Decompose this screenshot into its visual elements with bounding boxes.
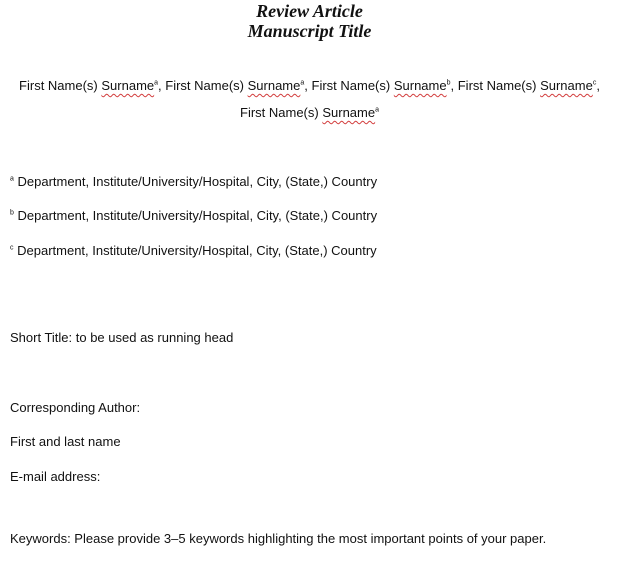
author-name: First Name(s) xyxy=(240,105,323,120)
article-type-heading: Review Article xyxy=(256,1,363,21)
author-surname: Surname xyxy=(101,78,155,93)
author-name: First Name(s) xyxy=(165,78,248,93)
affiliation-marker: c xyxy=(592,79,597,87)
corresponding-author-heading: Corresponding Author: xyxy=(10,400,141,415)
affiliation-c xyxy=(10,242,377,260)
author-name: First Name(s) xyxy=(19,78,102,93)
author-separator: , xyxy=(596,78,600,93)
affiliation-marker: a xyxy=(154,79,159,87)
author-list xyxy=(10,72,609,126)
author-separator: , xyxy=(304,78,312,93)
author-surname: Surname xyxy=(247,78,301,93)
affiliation-text: Department, Institute/University/Hospital, City, (State,) Country xyxy=(13,243,377,258)
author-separator: , xyxy=(158,78,166,93)
author-name: First Name(s) xyxy=(311,78,394,93)
short-title: Short Title: to be used as running head xyxy=(10,330,234,345)
affiliation-a xyxy=(10,173,377,191)
affiliation-marker: b xyxy=(10,209,14,217)
author-separator: , xyxy=(450,78,458,93)
affiliation-marker: a xyxy=(10,175,14,183)
affiliation-b xyxy=(10,207,377,225)
affiliation-text: Department, Institute/University/Hospital, City, (State,) Country xyxy=(13,174,378,189)
manuscript-title-heading: Manuscript Title xyxy=(247,21,372,41)
author-name: First Name(s) xyxy=(457,78,541,93)
affiliation-marker: c xyxy=(10,244,14,252)
author-surname: Surname xyxy=(540,78,593,93)
affiliation-text: Department, Institute/University/Hospital, City, (State,) Country xyxy=(13,208,378,223)
corresponding-author-email: E-mail address: xyxy=(10,469,101,484)
affiliation-marker: b xyxy=(446,79,451,87)
affiliation-marker: a xyxy=(375,106,379,114)
corresponding-author-name: First and last name xyxy=(10,434,121,449)
author-surname: Surname xyxy=(322,105,376,120)
keywords: Keywords: Please provide 3–5 keywords highlighting the most important points of your paper. xyxy=(10,531,547,546)
author-surname: Surname xyxy=(393,78,447,93)
affiliation-marker: a xyxy=(300,79,305,87)
